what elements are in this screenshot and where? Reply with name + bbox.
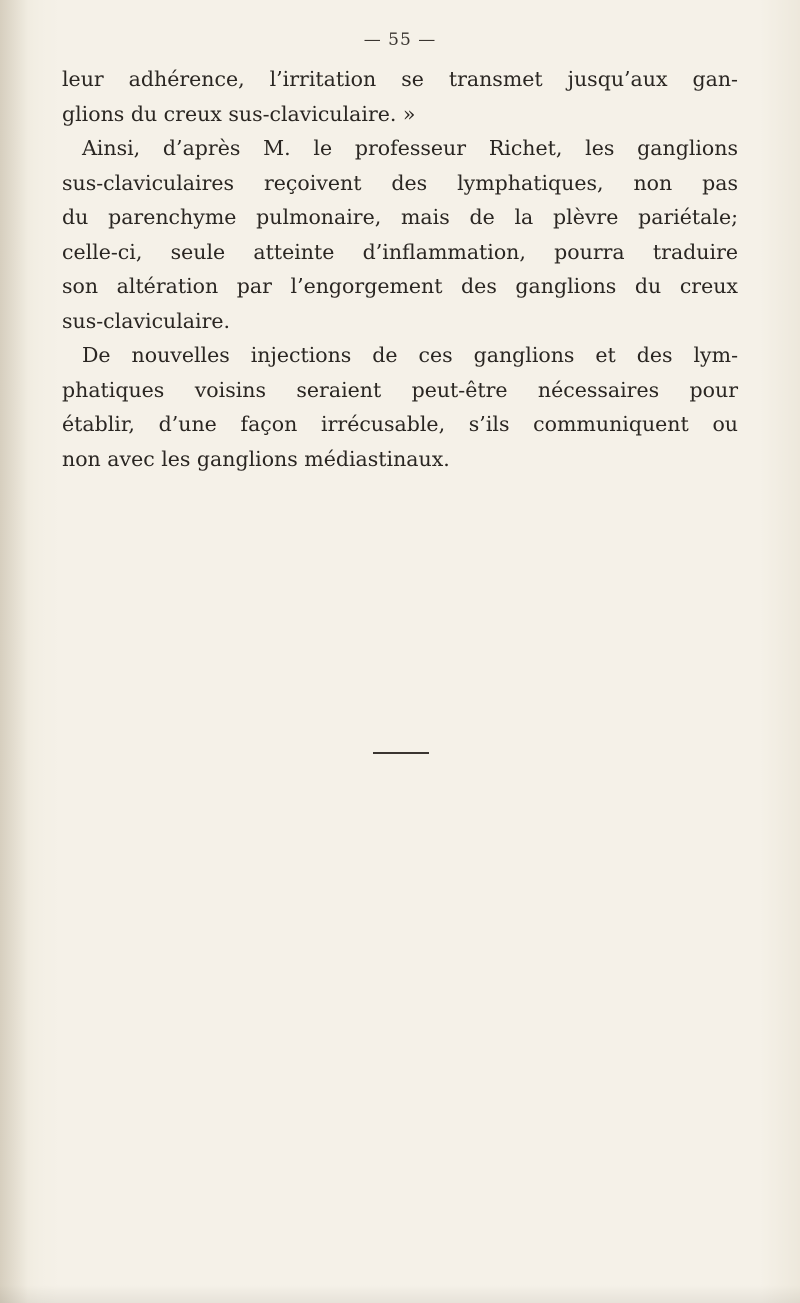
paragraph-start-line: De nouvelles injections de ces ganglions et des lym- <box>82 343 738 367</box>
text-line: celle-ci, seule atteinte d’inflammation, pourra traduire <box>62 239 738 264</box>
text-line: sus-claviculaire. <box>62 308 231 333</box>
page-bottom-edge <box>0 1285 800 1303</box>
text-line: leur adhérence, l’irritation se transmet jusqu’aux gan- <box>62 67 738 91</box>
text-line: non avec les ganglions médiastinaux. <box>62 446 450 471</box>
paragraph-start-line: Ainsi, d’après M. le professeur Richet, les ganglions <box>82 136 738 160</box>
page-number: — 55 — <box>363 30 437 50</box>
page-gutter-shadow <box>0 0 28 1303</box>
section-end-rule <box>373 752 429 754</box>
text-line: sus-claviculaires reçoivent des lymphatiques, non pas <box>62 170 738 195</box>
text-line: son altération par l’engorgement des ganglions du creux <box>62 274 738 298</box>
text-line: glions du creux sus-claviculaire. » <box>62 101 416 126</box>
body-text <box>62 62 738 476</box>
text-line: du parenchyme pulmonaire, mais de la plèvre pariétale; <box>62 205 738 229</box>
text-line: phatiques voisins seraient peut-être nécessaires pour <box>62 377 738 402</box>
text-line: établir, d’une façon irrécusable, s’ils communiquent ou <box>62 412 738 436</box>
